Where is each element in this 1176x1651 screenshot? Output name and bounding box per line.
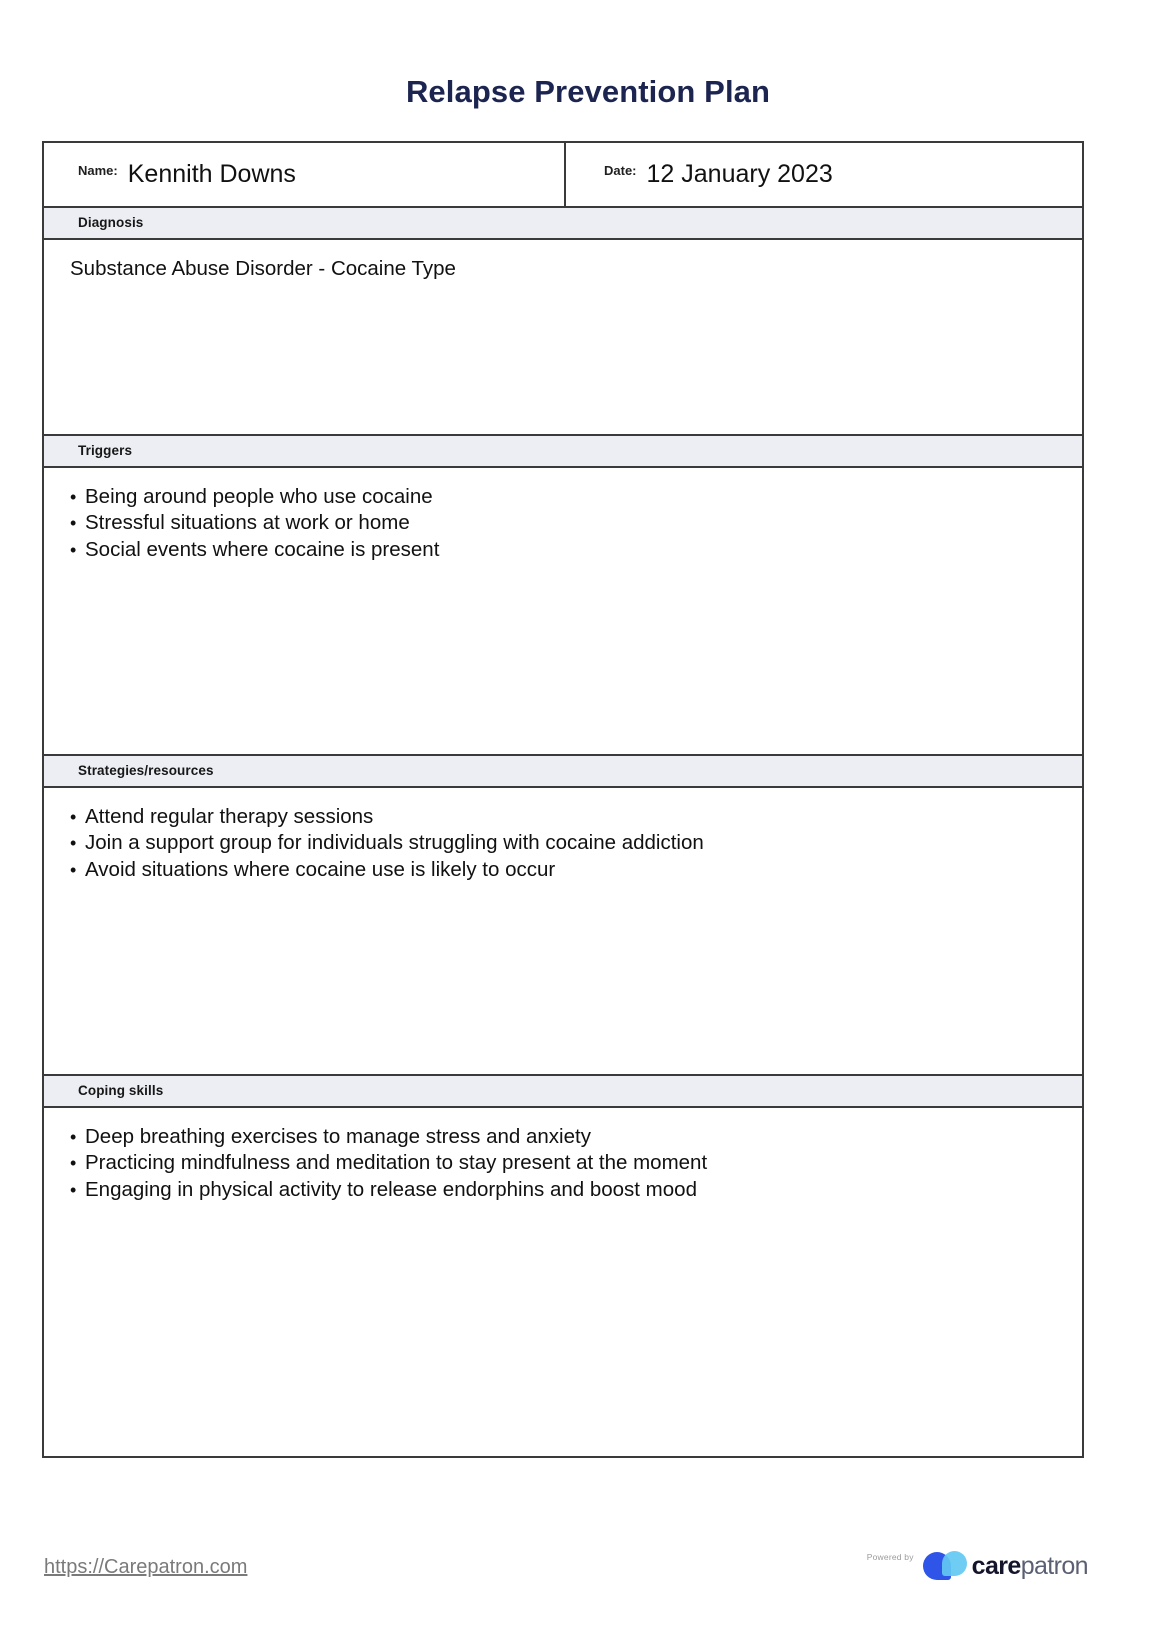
section-header-diagnosis xyxy=(44,208,1082,240)
list-item-label: Social events where cocaine is present xyxy=(85,537,440,561)
page-title: Relapse Prevention Plan xyxy=(405,73,771,109)
list-item xyxy=(70,857,1056,884)
list-item-label: Stressful situations at work or home xyxy=(85,511,410,535)
carepatron-logo-icon xyxy=(923,1550,967,1581)
name-field[interactable] xyxy=(44,143,566,206)
list-item xyxy=(70,1177,1056,1204)
diagnosis-text: Substance Abuse Disorder - Cocaine Type xyxy=(70,256,456,280)
list-item xyxy=(70,537,1056,564)
list-item xyxy=(70,1124,1056,1151)
bullet-icon: • xyxy=(70,859,77,880)
list-item-label: Deep breathing exercises to manage stress and anxiety xyxy=(85,1124,591,1148)
section-header-strategies xyxy=(44,756,1082,788)
wordmark-care: care xyxy=(971,1551,1021,1580)
list-item-label: Join a support group for individuals struggling with cocaine addiction xyxy=(85,831,704,855)
carepatron-branding xyxy=(867,1550,1088,1581)
list-item xyxy=(70,1150,1056,1177)
section-title-triggers: Triggers xyxy=(78,443,133,459)
relapse-prevention-form xyxy=(42,141,1084,1458)
section-body-strategies[interactable] xyxy=(44,788,1082,1076)
list-item-label: Engaging in physical activity to release endorphins and boost mood xyxy=(85,1177,697,1201)
list-item-label: Being around people who use cocaine xyxy=(85,484,433,508)
date-value: 12 January 2023 xyxy=(646,159,833,188)
list-item-label: Practicing mindfulness and meditation to stay present at the moment xyxy=(85,1151,708,1175)
section-title-strategies: Strategies/resources xyxy=(78,763,214,779)
section-header-triggers xyxy=(44,436,1082,468)
bullet-icon: • xyxy=(70,833,77,854)
triggers-list xyxy=(70,484,1056,564)
list-item-label: Avoid situations where cocaine use is likely to occur xyxy=(85,857,556,881)
bullet-icon: • xyxy=(70,539,77,560)
wordmark-patron: patron xyxy=(1020,1551,1088,1580)
coping-list xyxy=(70,1124,1056,1204)
list-item xyxy=(70,484,1056,511)
date-label: Date: xyxy=(604,162,637,178)
list-item xyxy=(70,510,1056,537)
bullet-icon: • xyxy=(70,806,77,827)
name-value: Kennith Downs xyxy=(127,159,296,188)
carepatron-url-link[interactable]: https://Carepatron.com xyxy=(44,1555,248,1578)
carepatron-logo xyxy=(923,1550,1088,1581)
list-item-label: Attend regular therapy sessions xyxy=(85,804,374,828)
bullet-icon: • xyxy=(70,1153,77,1174)
date-field[interactable] xyxy=(566,143,1082,206)
section-body-triggers[interactable] xyxy=(44,468,1082,756)
bullet-icon: • xyxy=(70,1126,77,1147)
bullet-icon: • xyxy=(70,513,77,534)
section-header-coping xyxy=(44,1076,1082,1108)
bullet-icon: • xyxy=(70,486,77,507)
strategies-list xyxy=(70,804,1056,884)
page-footer xyxy=(0,1546,1176,1606)
list-item xyxy=(70,830,1056,857)
list-item xyxy=(70,804,1056,831)
section-body-diagnosis[interactable] xyxy=(44,240,1082,436)
document-page xyxy=(0,21,1176,1651)
bullet-icon: • xyxy=(70,1179,77,1200)
section-body-coping[interactable] xyxy=(44,1108,1082,1456)
section-title-coping: Coping skills xyxy=(78,1083,164,1099)
section-title-diagnosis: Diagnosis xyxy=(78,215,144,231)
powered-by-label: Powered by xyxy=(866,1552,914,1563)
logo-blob-light-icon xyxy=(942,1551,967,1576)
identity-row xyxy=(44,143,1082,208)
carepatron-wordmark xyxy=(971,1551,1088,1580)
name-label: Name: xyxy=(78,162,118,178)
